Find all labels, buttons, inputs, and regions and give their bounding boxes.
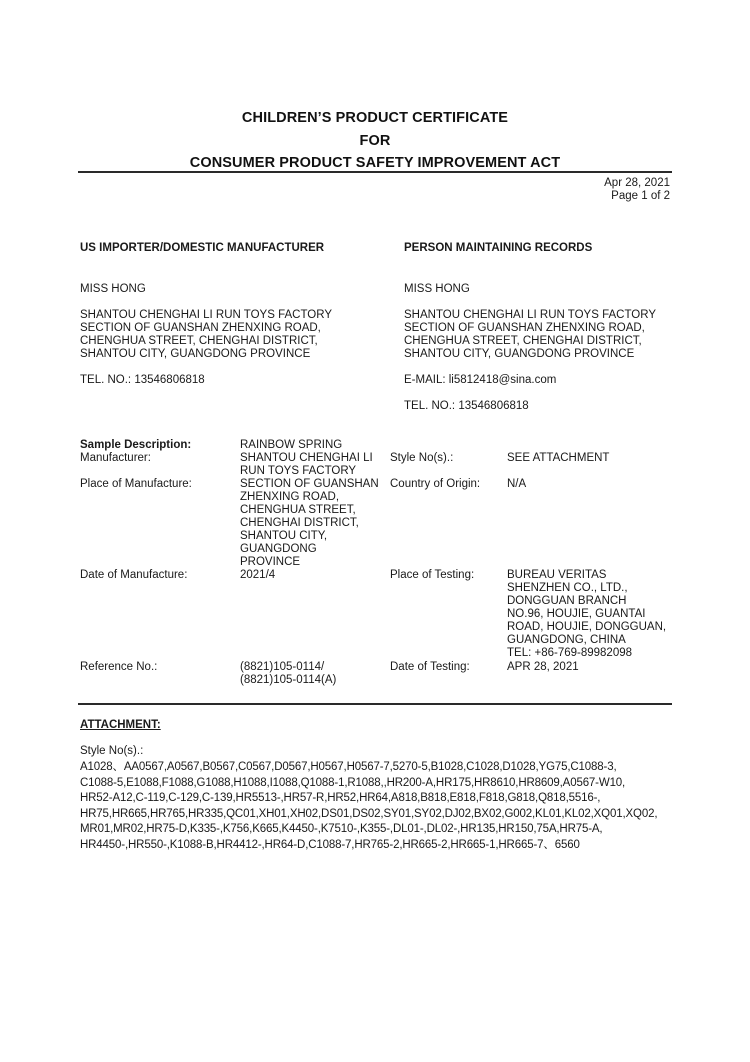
- place-of-testing-label: Place of Testing:: [390, 569, 475, 581]
- manufacturer-label: Manufacturer:: [80, 452, 151, 464]
- style-label: Style No(s).:: [390, 452, 454, 464]
- attachment-heading: ATTACHMENT:: [80, 719, 161, 731]
- style-list-line: HR75,HR665,HR765,HR335,QC01,XH01,XH02,DS01,DS02,SY01,SY02,DJ02,BX02,G002,KL01,KL02,XQ01,XQ02,: [80, 807, 658, 820]
- date-of-manufacture-value: 2021/4: [240, 569, 276, 581]
- place-of-manufacture-line: GUANGDONG: [240, 543, 317, 555]
- place-of-testing-value: [507, 569, 666, 660]
- importer-name: MISS HONG: [80, 283, 146, 295]
- place-of-manufacture-line: ZHENXING ROAD,: [240, 491, 340, 503]
- importer-heading: US IMPORTER/DOMESTIC MANUFACTURER: [80, 242, 325, 254]
- certificate-title-for: FOR: [359, 133, 391, 149]
- place-of-testing-line: TEL: +86-769-89982098: [507, 647, 633, 659]
- place-of-testing-line: SHENZHEN CO., LTD.,: [507, 582, 628, 594]
- reference-value: [240, 661, 336, 687]
- records-tel: TEL. NO.: 13546806818: [404, 400, 529, 412]
- attachment-style-list: [80, 760, 657, 853]
- reference-line: (8821)105-0114(A): [240, 674, 337, 686]
- reference-line: (8821)105-0114/: [240, 661, 325, 673]
- records-email: E-MAIL: li5812418@sina.com: [404, 374, 557, 386]
- place-of-testing-line: BUREAU VERITAS: [507, 569, 607, 581]
- style-list-line: MR01,MR02,HR75-D,K335-,K756,K665,K4450-,K7510-,K355-,DL01-,DL02-,HR135,HR150,75A,HR75-A,: [80, 823, 603, 835]
- style-list-line: HR4450-,HR550-,K1088-B,HR4412-,HR64-D,C1088-7,HR765-2,HR665-2,HR665-1,HR665-7、6560: [80, 838, 580, 851]
- country-value: N/A: [507, 478, 527, 490]
- records-address-line: SECTION OF GUANSHAN ZHENXING ROAD,: [404, 322, 645, 334]
- certificate-title: CHILDREN’S PRODUCT CERTIFICATE: [241, 110, 509, 126]
- importer-address: [80, 309, 332, 361]
- date-of-manufacture-label: Date of Manufacture:: [80, 569, 188, 581]
- manufacturer-value: [240, 452, 373, 478]
- records-address: [404, 309, 656, 361]
- manufacturer-line: SHANTOU CHENGHAI LI: [240, 452, 373, 464]
- place-of-testing-line: ROAD, HOUJIE, DONGGUAN,: [507, 621, 667, 633]
- place-of-testing-line: NO.96, HOUJIE, GUANTAI: [507, 608, 646, 620]
- place-of-manufacture-line: SHANTOU CITY,: [240, 530, 328, 542]
- place-of-manufacture-line: SECTION OF GUANSHAN: [240, 478, 379, 490]
- date-of-testing-label: Date of Testing:: [390, 661, 470, 673]
- place-of-manufacture-line: CHENGHAI DISTRICT,: [240, 517, 359, 529]
- reference-label: Reference No.:: [80, 661, 158, 673]
- details-divider: [78, 703, 672, 705]
- style-list-line: A1028、AA0567,A0567,B0567,C0567,D0567,H0567,H0567-7,5270-5,B1028,C1028,D1028,YG75,C1088-3,: [80, 761, 617, 773]
- place-of-testing-line: DONGGUAN BRANCH: [507, 595, 627, 607]
- importer-address-line: CHENGHUA STREET, CHENGHAI DISTRICT,: [80, 335, 318, 347]
- place-of-manufacture-value: [240, 478, 379, 569]
- certificate-title-act: CONSUMER PRODUCT SAFETY IMPROVEMENT ACT: [189, 155, 561, 171]
- records-heading: PERSON MAINTAINING RECORDS: [404, 242, 593, 254]
- importer-tel: TEL. NO.: 13546806818: [80, 374, 205, 386]
- header-meta: [604, 177, 670, 203]
- records-name: MISS HONG: [404, 283, 470, 295]
- records-address-line: SHANTOU CHENGHAI LI RUN TOYS FACTORY: [404, 309, 656, 321]
- importer-address-line: SECTION OF GUANSHAN ZHENXING ROAD,: [80, 322, 321, 334]
- style-list-line: C1088-5,E1088,F1088,G1088,H1088,I1088,Q1088-1,R1088,,HR200-A,HR175,HR8610,HR8609,A0567-W10,: [80, 776, 626, 789]
- manufacturer-line: RUN TOYS FACTORY: [240, 465, 357, 477]
- records-address-line: CHENGHUA STREET, CHENGHAI DISTRICT,: [404, 335, 642, 347]
- style-value: SEE ATTACHMENT: [507, 452, 610, 464]
- document-date: Apr 28, 2021: [604, 177, 670, 189]
- records-address-line: SHANTOU CITY, GUANGDONG PROVINCE: [404, 348, 635, 360]
- country-label: Country of Origin:: [390, 478, 481, 490]
- style-list-line: HR52-A12,C-119,C-129,C-139,HR5513-,HR57-R,HR52,HR64,A818,B818,E818,F818,G818,Q818,5516-,: [80, 792, 601, 804]
- place-of-manufacture-line: CHENGHUA STREET,: [240, 504, 356, 516]
- importer-address-line: SHANTOU CHENGHAI LI RUN TOYS FACTORY: [80, 309, 332, 321]
- attachment-style-label: Style No(s).:: [80, 745, 144, 757]
- place-of-testing-line: GUANGDONG, CHINA: [507, 634, 626, 646]
- sample-description-label: Sample Description:: [80, 439, 192, 451]
- place-of-manufacture-label: Place of Manufacture:: [80, 478, 192, 490]
- place-of-manufacture-line: PROVINCE: [240, 556, 301, 568]
- header-divider: [78, 171, 672, 173]
- date-of-testing-value: APR 28, 2021: [507, 661, 579, 673]
- sample-description-value: RAINBOW SPRING: [240, 439, 343, 451]
- page-number: Page 1 of 2: [611, 190, 670, 202]
- importer-address-line: SHANTOU CITY, GUANGDONG PROVINCE: [80, 348, 311, 360]
